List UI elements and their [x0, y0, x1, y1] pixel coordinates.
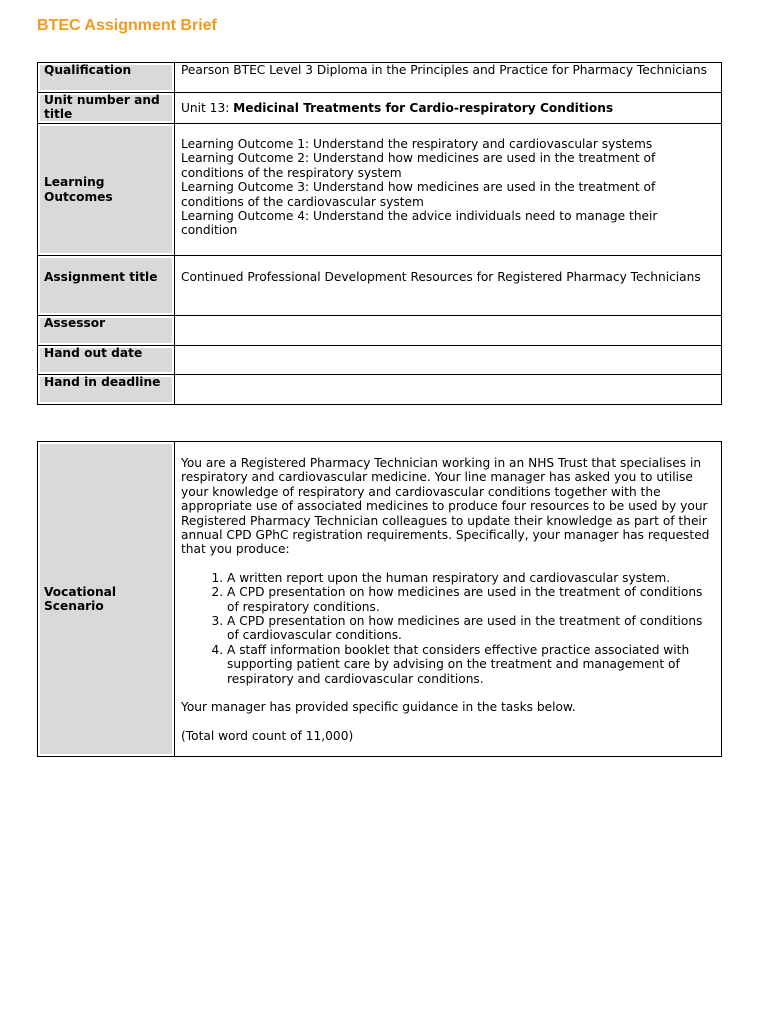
deliverable-item: 4. A staff information booklet that considers effective practice associated with supporting patient care by advising on the treatment and management of respiratory and cardiovascular conditions.	[227, 643, 715, 686]
guidance-text: Your manager has provided specific guidance in the tasks below.	[181, 700, 576, 715]
assignment-label: Assignment title	[38, 256, 175, 316]
word-count: (Total word count of 11,000)	[181, 728, 354, 743]
learning-outcome: Learning Outcome 2: Understand how medicines are used in the treatment of conditions of the respiratory system	[181, 151, 656, 180]
scenario-value	[175, 442, 722, 757]
handout-label: Hand out date	[38, 346, 175, 375]
deadline-value	[175, 375, 722, 405]
learning-outcome: Learning Outcome 3: Understand how medicines are used in the treatment of conditions of the cardiovascular system	[181, 180, 656, 209]
outcomes-value	[175, 124, 722, 256]
assignment-details-table	[37, 62, 722, 405]
deliverable-item: 3. A CPD presentation on how medicines are used in the treatment of conditions of cardiovascular conditions.	[227, 614, 715, 643]
learning-outcome: Learning Outcome 1: Understand the respiratory and cardiovascular systems	[181, 137, 653, 151]
learning-outcome: Learning Outcome 4: Understand the advice individuals need to manage their condition	[181, 209, 658, 238]
unit-prefix: Unit 13:	[181, 100, 234, 115]
document-title: BTEC Assignment Brief	[37, 17, 217, 34]
outcomes-label: Learning Outcomes	[38, 124, 175, 256]
qualification-value: Pearson BTEC Level 3 Diploma in the Principles and Practice for Pharmacy Technicians	[175, 63, 722, 93]
assignment-value: Continued Professional Development Resources for Registered Pharmacy Technicians	[175, 256, 722, 316]
qualification-label: Qualification	[38, 63, 175, 93]
scenario-label: Vocational Scenario	[38, 442, 175, 757]
vocational-scenario-table	[37, 441, 722, 757]
unit-label: Unit number and title	[38, 93, 175, 124]
deliverables-list	[181, 571, 715, 686]
assessor-label: Assessor	[38, 316, 175, 346]
assessor-value	[175, 316, 722, 346]
handout-value	[175, 346, 722, 375]
deliverable-item: 1. A written report upon the human respiratory and cardiovascular system.	[227, 571, 715, 585]
unit-title: Medicinal Treatments for Cardio-respiratory Conditions	[233, 100, 614, 115]
deliverable-item: 2. A CPD presentation on how medicines are used in the treatment of conditions of respiratory conditions.	[227, 585, 715, 614]
deadline-label: Hand in deadline	[38, 375, 175, 405]
scenario-intro: You are a Registered Pharmacy Technician working in an NHS Trust that specialises in respiratory and cardiovascular medicine. Your line manager has asked you to utilise your knowledge of respiratory and cardiovascular conditions together with the appropriate use of associated medicines to produce four resources to be used by your Registered Pharmacy Technician colleagues to update their knowledge as part of their annual CPD GPhC registration requirements. Specifically, your manager has requested that you produce:	[181, 456, 710, 557]
unit-value	[175, 93, 722, 124]
